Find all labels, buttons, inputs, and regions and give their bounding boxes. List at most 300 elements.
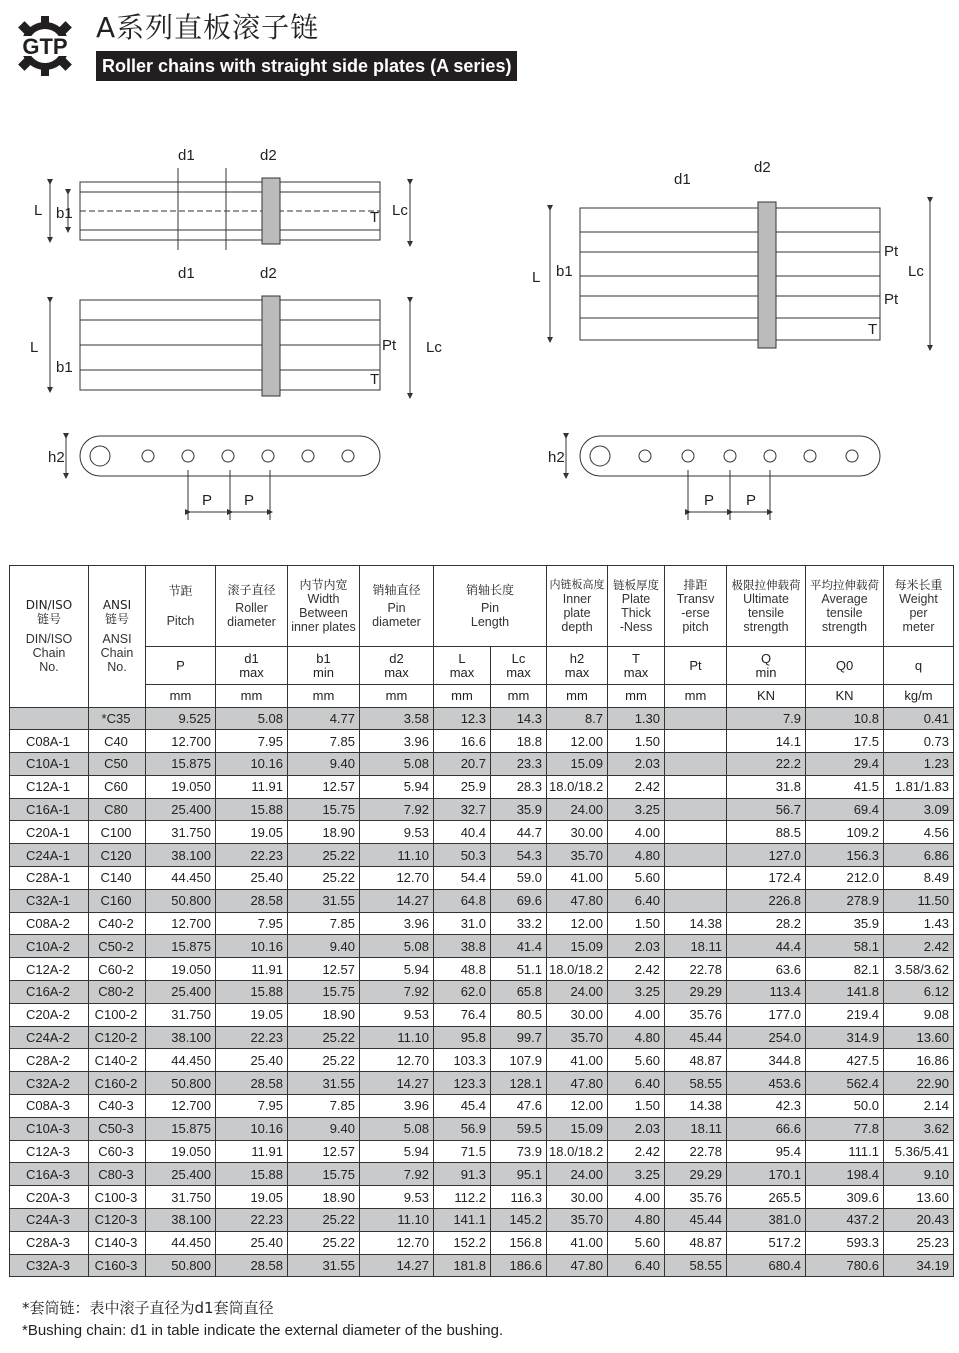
table-cell: 14.27 xyxy=(360,889,434,912)
table-cell: 6.40 xyxy=(608,1072,665,1095)
table-cell: 5.08 xyxy=(360,1117,434,1140)
table-cell: 25.40 xyxy=(216,1049,288,1072)
table-cell: 2.03 xyxy=(608,935,665,958)
table-cell: 141.8 xyxy=(806,981,884,1004)
table-cell: C12A-1 xyxy=(10,775,89,798)
table-cell: C32A-3 xyxy=(10,1254,89,1277)
table-cell: 1.23 xyxy=(884,753,954,776)
table-cell: 18.0/18.2 xyxy=(547,1140,608,1163)
table-cell: 28.3 xyxy=(491,775,547,798)
table-cell: 265.5 xyxy=(727,1186,806,1209)
table-cell: 3.62 xyxy=(884,1117,954,1140)
table-row xyxy=(10,1231,954,1254)
table-row xyxy=(10,798,954,821)
unit-cell: kg/m xyxy=(884,685,954,708)
unit-cell: mm xyxy=(665,685,727,708)
table-cell: 15.75 xyxy=(288,1163,360,1186)
table-cell: 6.40 xyxy=(608,889,665,912)
table-cell: 76.4 xyxy=(434,1003,491,1026)
unit-cell: mm xyxy=(146,685,216,708)
unit-cell: mm xyxy=(491,685,547,708)
table-cell: 4.00 xyxy=(608,1003,665,1026)
unit-row xyxy=(10,685,954,708)
table-cell: 77.8 xyxy=(806,1117,884,1140)
table-cell: 56.9 xyxy=(434,1117,491,1140)
label-b1-c: b1 xyxy=(556,263,573,280)
table-cell: 45.44 xyxy=(665,1026,727,1049)
table-cell: C10A-3 xyxy=(10,1117,89,1140)
table-cell: 12.00 xyxy=(547,912,608,935)
table-cell: 35.76 xyxy=(665,1186,727,1209)
table-cell: 309.6 xyxy=(806,1186,884,1209)
table-cell: 7.95 xyxy=(216,912,288,935)
table-cell: 35.9 xyxy=(806,912,884,935)
table-cell: 111.1 xyxy=(806,1140,884,1163)
table-cell: C08A-3 xyxy=(10,1095,89,1118)
table-cell: 38.100 xyxy=(146,844,216,867)
th-avg: 平均拉伸载荷 Average tensile strength xyxy=(806,566,884,647)
specs-table-wrap xyxy=(9,565,953,1277)
table-cell: 15.88 xyxy=(216,798,288,821)
table-cell: 42.3 xyxy=(727,1095,806,1118)
table-row xyxy=(10,1072,954,1095)
table-cell: 35.70 xyxy=(547,1209,608,1232)
table-cell: 54.4 xyxy=(434,867,491,890)
table-cell xyxy=(665,798,727,821)
table-cell: 44.4 xyxy=(727,935,806,958)
table-cell: 103.3 xyxy=(434,1049,491,1072)
unit-cell: mm xyxy=(360,685,434,708)
table-cell: 3.25 xyxy=(608,798,665,821)
table-cell: 1.50 xyxy=(608,730,665,753)
table-cell: 28.2 xyxy=(727,912,806,935)
table-row xyxy=(10,912,954,935)
table-cell: 7.92 xyxy=(360,798,434,821)
table-row xyxy=(10,1095,954,1118)
table-cell: *C35 xyxy=(89,707,146,730)
th-trans: 排距 Transv -erse pitch xyxy=(665,566,727,647)
table-cell: 11.91 xyxy=(216,958,288,981)
table-cell: 9.53 xyxy=(360,1003,434,1026)
table-cell: 18.8 xyxy=(491,730,547,753)
page-title-en: Roller chains with straight side plates (A series) xyxy=(96,51,517,81)
table-cell: 5.94 xyxy=(360,1140,434,1163)
table-cell: 33.2 xyxy=(491,912,547,935)
table-cell: 170.1 xyxy=(727,1163,806,1186)
table-cell: 31.55 xyxy=(288,889,360,912)
table-cell: C60-3 xyxy=(89,1140,146,1163)
table-cell: 3.09 xyxy=(884,798,954,821)
sym-b1: b1 min xyxy=(288,647,360,685)
table-cell: 18.0/18.2 xyxy=(547,775,608,798)
table-cell: C20A-2 xyxy=(10,1003,89,1026)
table-cell: 25.22 xyxy=(288,1231,360,1254)
table-cell: 30.00 xyxy=(547,1003,608,1026)
table-cell: 11.10 xyxy=(360,1209,434,1232)
table-cell: C28A-3 xyxy=(10,1231,89,1254)
table-cell: 48.87 xyxy=(665,1049,727,1072)
table-cell: 18.90 xyxy=(288,1003,360,1026)
table-cell: C160-3 xyxy=(89,1254,146,1277)
table-cell: 31.8 xyxy=(727,775,806,798)
label-L-a: L xyxy=(34,202,43,219)
table-cell: 3.96 xyxy=(360,912,434,935)
table-cell: C16A-1 xyxy=(10,798,89,821)
table-cell: 15.09 xyxy=(547,753,608,776)
table-cell: 15.75 xyxy=(288,798,360,821)
table-cell: 141.1 xyxy=(434,1209,491,1232)
table-cell: 65.8 xyxy=(491,981,547,1004)
table-cell: 29.4 xyxy=(806,753,884,776)
table-cell: 18.90 xyxy=(288,821,360,844)
th-width: 内节内宽 Width Between inner plates xyxy=(288,566,360,647)
table-cell: 88.5 xyxy=(727,821,806,844)
table-cell: 25.9 xyxy=(434,775,491,798)
table-row xyxy=(10,958,954,981)
table-cell: 0.41 xyxy=(884,707,954,730)
table-cell: 16.6 xyxy=(434,730,491,753)
table-cell: 40.4 xyxy=(434,821,491,844)
table-cell: 11.91 xyxy=(216,1140,288,1163)
table-cell: 22.23 xyxy=(216,844,288,867)
table-cell: 25.40 xyxy=(216,867,288,890)
unit-cell: mm xyxy=(547,685,608,708)
table-cell: 64.8 xyxy=(434,889,491,912)
table-cell: 25.400 xyxy=(146,1163,216,1186)
unit-cell: mm xyxy=(608,685,665,708)
label-T-b: T xyxy=(370,371,380,388)
table-cell: 12.70 xyxy=(360,1049,434,1072)
table-row xyxy=(10,1049,954,1072)
th-pin: 销轴直径 Pin diameter xyxy=(360,566,434,647)
th-wt: 每米长重 Weight per meter xyxy=(884,566,954,647)
table-cell: 7.95 xyxy=(216,730,288,753)
table-cell: C16A-2 xyxy=(10,981,89,1004)
table-cell: C32A-2 xyxy=(10,1072,89,1095)
th-pitch: 节距 Pitch xyxy=(146,566,216,647)
table-cell: 6.12 xyxy=(884,981,954,1004)
table-cell: 25.22 xyxy=(288,1049,360,1072)
table-cell: 15.75 xyxy=(288,981,360,1004)
sym-d2: d2 max xyxy=(360,647,434,685)
table-cell: 3.58 xyxy=(360,707,434,730)
table-row xyxy=(10,753,954,776)
table-cell: 116.3 xyxy=(491,1186,547,1209)
table-cell: 22.78 xyxy=(665,958,727,981)
table-cell: C12A-2 xyxy=(10,958,89,981)
table-cell: C80-3 xyxy=(89,1163,146,1186)
table-cell: 112.2 xyxy=(434,1186,491,1209)
table-cell: 226.8 xyxy=(727,889,806,912)
table-cell: 2.03 xyxy=(608,753,665,776)
th-pinlen: 销轴长度 Pin Length xyxy=(434,566,547,647)
table-cell: 44.450 xyxy=(146,867,216,890)
table-cell: 25.400 xyxy=(146,981,216,1004)
table-cell: C32A-1 xyxy=(10,889,89,912)
table-cell: 50.800 xyxy=(146,889,216,912)
table-cell: 22.23 xyxy=(216,1026,288,1049)
table-cell: 15.88 xyxy=(216,981,288,1004)
page-title-cn: A系列直板滚子链 xyxy=(96,11,320,44)
table-cell xyxy=(10,707,89,730)
unit-cell: mm xyxy=(434,685,491,708)
sym-lc: Lc max xyxy=(491,647,547,685)
th-din: DIN/ISO 链号 DIN/ISO Chain No. xyxy=(10,566,89,708)
table-cell: 13.60 xyxy=(884,1186,954,1209)
table-cell: 30.00 xyxy=(547,1186,608,1209)
table-cell: 172.4 xyxy=(727,867,806,890)
label-h2-a: h2 xyxy=(48,449,65,466)
table-cell: 18.90 xyxy=(288,1186,360,1209)
sym-q0: Q0 xyxy=(806,647,884,685)
table-cell: 24.00 xyxy=(547,1163,608,1186)
table-row xyxy=(10,1117,954,1140)
label-Lc-c: Lc xyxy=(908,263,924,280)
table-cell: 156.3 xyxy=(806,844,884,867)
table-cell xyxy=(665,753,727,776)
label-b1-b: b1 xyxy=(56,359,73,376)
table-cell: 69.6 xyxy=(491,889,547,912)
table-cell: 31.750 xyxy=(146,821,216,844)
sym-p: P xyxy=(146,647,216,685)
table-cell: C24A-1 xyxy=(10,844,89,867)
table-cell: C40-2 xyxy=(89,912,146,935)
table-row xyxy=(10,981,954,1004)
table-cell: 50.0 xyxy=(806,1095,884,1118)
table-cell: 25.23 xyxy=(884,1231,954,1254)
table-row xyxy=(10,1140,954,1163)
table-cell: 12.00 xyxy=(547,730,608,753)
table-cell: 14.27 xyxy=(360,1072,434,1095)
sym-pt: Pt xyxy=(665,647,727,685)
table-cell: 2.42 xyxy=(608,1140,665,1163)
table-cell: 19.050 xyxy=(146,1140,216,1163)
table-cell: 5.08 xyxy=(216,707,288,730)
unit-cell: KN xyxy=(806,685,884,708)
label-L-b: L xyxy=(30,339,39,356)
table-cell: C120-3 xyxy=(89,1209,146,1232)
table-cell: 5.60 xyxy=(608,1231,665,1254)
note-en: *Bushing chain: d1 in table indicate the external diameter of the bushing. xyxy=(22,1322,504,1339)
table-cell: 181.8 xyxy=(434,1254,491,1277)
table-cell: 31.55 xyxy=(288,1072,360,1095)
table-cell: C100-3 xyxy=(89,1186,146,1209)
table-cell: 4.77 xyxy=(288,707,360,730)
table-cell: C100 xyxy=(89,821,146,844)
side-view-left xyxy=(66,436,380,520)
table-cell: 4.00 xyxy=(608,1186,665,1209)
table-cell: 8.7 xyxy=(547,707,608,730)
table-cell: 15.09 xyxy=(547,1117,608,1140)
table-cell: 12.700 xyxy=(146,1095,216,1118)
label-Pt-b: Pt xyxy=(382,337,397,354)
table-cell: 10.8 xyxy=(806,707,884,730)
table-cell: 156.8 xyxy=(491,1231,547,1254)
table-cell: 31.750 xyxy=(146,1186,216,1209)
table-cell: 95.1 xyxy=(491,1163,547,1186)
table-cell: 5.94 xyxy=(360,958,434,981)
specs-table xyxy=(9,565,954,1277)
table-cell: 780.6 xyxy=(806,1254,884,1277)
table-cell: 45.44 xyxy=(665,1209,727,1232)
label-h2-b: h2 xyxy=(548,449,565,466)
label-Lc-b: Lc xyxy=(426,339,442,356)
table-cell: 50.3 xyxy=(434,844,491,867)
table-cell: 12.57 xyxy=(288,1140,360,1163)
table-cell: 48.87 xyxy=(665,1231,727,1254)
table-cell: 9.40 xyxy=(288,1117,360,1140)
table-cell: 19.05 xyxy=(216,1003,288,1026)
table-cell: 24.00 xyxy=(547,981,608,1004)
table-cell: 29.29 xyxy=(665,1163,727,1186)
table-cell: 18.11 xyxy=(665,1117,727,1140)
table-cell: 18.11 xyxy=(665,935,727,958)
table-cell: 9.40 xyxy=(288,935,360,958)
note-cn: *套筒链：表中滚子直径为d1套筒直径 xyxy=(22,1299,274,1317)
label-b1-a: b1 xyxy=(56,205,73,222)
table-cell: 6.86 xyxy=(884,844,954,867)
table-cell: 41.4 xyxy=(491,935,547,958)
table-cell: 28.58 xyxy=(216,1072,288,1095)
table-cell: 95.4 xyxy=(727,1140,806,1163)
table-row xyxy=(10,1254,954,1277)
label-d1-a: d1 xyxy=(178,147,195,164)
side-view-right xyxy=(566,436,880,520)
table-cell: C12A-3 xyxy=(10,1140,89,1163)
label-d2-c: d2 xyxy=(754,159,771,176)
table-cell: 5.08 xyxy=(360,753,434,776)
table-row xyxy=(10,775,954,798)
table-cell: 2.03 xyxy=(608,1117,665,1140)
table-cell: 2.42 xyxy=(608,775,665,798)
table-cell: 63.6 xyxy=(727,958,806,981)
table-cell: 91.3 xyxy=(434,1163,491,1186)
table-cell: 19.050 xyxy=(146,958,216,981)
sym-h2: h2 max xyxy=(547,647,608,685)
table-cell: 177.0 xyxy=(727,1003,806,1026)
sym-q: Q min xyxy=(727,647,806,685)
table-cell: 7.92 xyxy=(360,981,434,1004)
table-cell: 437.2 xyxy=(806,1209,884,1232)
table-cell: 278.9 xyxy=(806,889,884,912)
table-cell: 29.29 xyxy=(665,981,727,1004)
table-cell: 9.10 xyxy=(884,1163,954,1186)
table-cell: 145.2 xyxy=(491,1209,547,1232)
table-cell: 25.22 xyxy=(288,1026,360,1049)
table-cell: 15.88 xyxy=(216,1163,288,1186)
table-cell: 25.400 xyxy=(146,798,216,821)
table-cell: C100-2 xyxy=(89,1003,146,1026)
table-cell: 4.80 xyxy=(608,1026,665,1049)
table-cell xyxy=(665,889,727,912)
table-cell: 152.2 xyxy=(434,1231,491,1254)
table-row xyxy=(10,1186,954,1209)
table-cell: 25.22 xyxy=(288,1209,360,1232)
table-cell: 11.10 xyxy=(360,844,434,867)
table-cell: C10A-1 xyxy=(10,753,89,776)
table-row xyxy=(10,844,954,867)
table-cell: 680.4 xyxy=(727,1254,806,1277)
table-cell: 66.6 xyxy=(727,1117,806,1140)
table-cell: 198.4 xyxy=(806,1163,884,1186)
table-cell: 18.0/18.2 xyxy=(547,958,608,981)
table-cell: 127.0 xyxy=(727,844,806,867)
label-d2-b: d2 xyxy=(260,265,277,282)
specs-table-body xyxy=(10,707,954,1277)
table-cell: 22.23 xyxy=(216,1209,288,1232)
table-cell: C20A-1 xyxy=(10,821,89,844)
table-cell: 186.6 xyxy=(491,1254,547,1277)
table-cell: 58.1 xyxy=(806,935,884,958)
label-P-b1: P xyxy=(704,492,715,509)
symbol-row xyxy=(10,647,954,685)
table-cell: 1.50 xyxy=(608,1095,665,1118)
table-cell: 1.50 xyxy=(608,912,665,935)
table-cell: 59.5 xyxy=(491,1117,547,1140)
table-cell: 9.525 xyxy=(146,707,216,730)
table-cell: 14.1 xyxy=(727,730,806,753)
table-cell: 5.60 xyxy=(608,867,665,890)
sym-qw: q xyxy=(884,647,954,685)
table-cell: 4.00 xyxy=(608,821,665,844)
table-cell xyxy=(665,844,727,867)
table-cell: C08A-2 xyxy=(10,912,89,935)
table-cell: C10A-2 xyxy=(10,935,89,958)
table-cell: 7.85 xyxy=(288,730,360,753)
table-cell: C24A-2 xyxy=(10,1026,89,1049)
table-cell: 20.7 xyxy=(434,753,491,776)
table-cell: 31.750 xyxy=(146,1003,216,1026)
table-cell: C20A-3 xyxy=(10,1186,89,1209)
table-row xyxy=(10,730,954,753)
label-P-b2: P xyxy=(746,492,757,509)
table-cell: 58.55 xyxy=(665,1072,727,1095)
table-cell: 22.90 xyxy=(884,1072,954,1095)
table-cell: 41.00 xyxy=(547,1231,608,1254)
table-cell: 58.55 xyxy=(665,1254,727,1277)
table-cell: 56.7 xyxy=(727,798,806,821)
table-cell: 9.08 xyxy=(884,1003,954,1026)
table-cell: C160-2 xyxy=(89,1072,146,1095)
table-cell: 69.4 xyxy=(806,798,884,821)
table-cell: 10.16 xyxy=(216,935,288,958)
table-cell: 48.8 xyxy=(434,958,491,981)
table-cell: 7.85 xyxy=(288,1095,360,1118)
table-cell: 24.00 xyxy=(547,798,608,821)
table-cell: C16A-3 xyxy=(10,1163,89,1186)
table-row xyxy=(10,867,954,890)
table-cell: 4.56 xyxy=(884,821,954,844)
simplex-chain-drawing xyxy=(50,168,410,250)
table-cell: 219.4 xyxy=(806,1003,884,1026)
table-cell: 99.7 xyxy=(491,1026,547,1049)
unit-cell: mm xyxy=(288,685,360,708)
table-cell: C140-3 xyxy=(89,1231,146,1254)
table-cell: 71.5 xyxy=(434,1140,491,1163)
table-cell: 3.96 xyxy=(360,730,434,753)
table-cell: 19.05 xyxy=(216,1186,288,1209)
table-row xyxy=(10,1163,954,1186)
table-cell: 20.43 xyxy=(884,1209,954,1232)
table-row xyxy=(10,1026,954,1049)
table-cell: C60 xyxy=(89,775,146,798)
table-cell: 6.40 xyxy=(608,1254,665,1277)
table-cell: 14.38 xyxy=(665,912,727,935)
table-cell: 50.800 xyxy=(146,1254,216,1277)
label-Pt-c2: Pt xyxy=(884,291,899,308)
table-cell: 47.6 xyxy=(491,1095,547,1118)
table-cell: 25.22 xyxy=(288,867,360,890)
